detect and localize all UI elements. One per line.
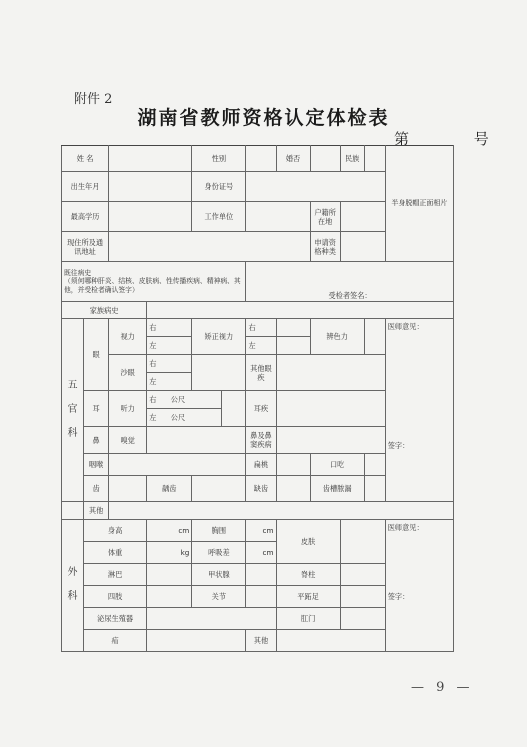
chest-diff-label: 呼吸差 [192, 541, 246, 563]
chest-diff-unit: cm [262, 547, 274, 557]
ethnicity-field[interactable] [364, 146, 385, 172]
height-unit: cm [178, 525, 190, 535]
caries-label: 龋齿 [147, 475, 192, 501]
anus-label: 肛门 [276, 607, 340, 629]
surgery-doctor-label: 医师意见： [387, 522, 424, 532]
thyroid-label: 甲状腺 [192, 563, 246, 585]
hukou-field[interactable] [340, 202, 385, 232]
thyroid-field[interactable] [246, 563, 276, 585]
gender-label: 性别 [192, 146, 246, 172]
eye-label: 眼 [84, 319, 109, 391]
facial-section-label: 五官科 [62, 319, 84, 501]
apply-type-field[interactable] [340, 232, 385, 262]
birth-field[interactable] [109, 172, 192, 202]
weight-field[interactable] [147, 541, 192, 563]
ear-disease-label: 耳疾 [246, 391, 276, 427]
stutter-label: 口吃 [310, 453, 364, 475]
tonsil-field[interactable] [276, 453, 310, 475]
weight-label: 体重 [84, 541, 147, 563]
hukou-label: 户籍所在地 [310, 202, 340, 232]
teeth-label: 齿 [84, 475, 109, 501]
facial-doctor-label: 医师意见： [387, 322, 424, 332]
hearing-spacer [222, 391, 246, 427]
flatfoot-label: 平跖足 [276, 585, 340, 607]
past-history-cell [62, 262, 246, 302]
tonsil-label: 扁桃 [246, 453, 276, 475]
joints-field[interactable] [246, 585, 276, 607]
photo-box[interactable]: 半身脱帽正面相片 [385, 146, 453, 262]
id-label: 身份证号 [192, 172, 246, 202]
corrected-left[interactable]: 左 [246, 337, 276, 355]
trachoma-field[interactable] [192, 355, 246, 391]
chest-field[interactable] [246, 519, 276, 541]
id-field[interactable] [246, 172, 385, 202]
joints-label: 关节 [192, 585, 246, 607]
gender-field[interactable] [246, 146, 276, 172]
surgery-other-field[interactable] [276, 629, 385, 651]
past-history-note: （须何哪种肝炎、结核、皮肤病、性传播疾病、精神病、其他，并受检者确认签字） [64, 277, 241, 294]
vision-label: 视力 [109, 319, 147, 355]
urogenital-field[interactable] [147, 607, 276, 629]
surgery-doctor-cell[interactable] [385, 519, 453, 651]
surgery-section-label: 外科 [62, 519, 84, 651]
other-eye-field[interactable] [276, 355, 385, 391]
facial-other-label: 其他 [84, 501, 109, 519]
past-history-field[interactable] [246, 262, 454, 302]
facial-other-field[interactable] [109, 501, 454, 519]
vision-right[interactable]: 右 [147, 319, 192, 337]
form-title: 湖南省教师资格认定体检表 [137, 107, 390, 129]
weight-unit: kg [180, 547, 190, 557]
chest-diff-field[interactable] [246, 541, 276, 563]
periodontal-field[interactable] [364, 475, 385, 501]
color-vision-label: 辨色力 [310, 319, 364, 355]
spine-label: 脊柱 [276, 563, 340, 585]
family-history-label: 家族病史 [62, 302, 147, 319]
nose-sinus-field[interactable] [276, 427, 385, 453]
past-history-label: 既往病史 [64, 269, 92, 277]
surgery-sign-label: 签字： [387, 591, 410, 601]
skin-field[interactable] [340, 519, 385, 563]
nose-sinus-label: 鼻及鼻窦疾病 [246, 427, 276, 453]
corrected-vision-label: 矫正视力 [192, 319, 246, 355]
facial-sign-label: 签字： [387, 441, 410, 451]
chest-unit: cm [262, 525, 274, 535]
smell-label: 嗅觉 [109, 427, 147, 453]
trachoma-left[interactable]: 左 [147, 373, 192, 391]
examinee-signature-label: 受检者签名： [328, 291, 372, 301]
caries-field[interactable] [192, 475, 246, 501]
lymph-field[interactable] [147, 563, 192, 585]
marital-field[interactable] [310, 146, 340, 172]
skin-label: 皮肤 [276, 519, 340, 563]
missing-label: 缺齿 [246, 475, 276, 501]
work-unit-field[interactable] [246, 202, 310, 232]
missing-field[interactable] [276, 475, 310, 501]
limbs-label: 四肢 [84, 585, 147, 607]
limbs-field[interactable] [147, 585, 192, 607]
lymph-label: 淋巴 [84, 563, 147, 585]
hearing-label: 听力 [109, 391, 147, 427]
apply-type-label: 申请资格种类 [310, 232, 340, 262]
education-field[interactable] [109, 202, 192, 232]
trachoma-right[interactable]: 右 [147, 355, 192, 373]
name-field[interactable] [109, 146, 192, 172]
trachoma-label: 沙眼 [109, 355, 147, 391]
ethnicity-label: 民族 [340, 146, 364, 172]
attachment-label: 附件 2 [74, 92, 113, 107]
chest-label: 胸围 [192, 519, 246, 541]
ear-label: 耳 [84, 391, 109, 427]
address-field[interactable] [109, 232, 310, 262]
family-history-field[interactable] [147, 302, 454, 319]
name-label: 姓 名 [62, 146, 109, 172]
page-number: — 9 — [411, 680, 474, 695]
vision-left[interactable]: 左 [147, 337, 192, 355]
anus-field[interactable] [340, 607, 385, 629]
teeth-field[interactable] [109, 475, 147, 501]
serial-number-label: 第 号 [394, 130, 519, 148]
hernia-field[interactable] [147, 629, 246, 651]
stutter-field[interactable] [364, 453, 385, 475]
health-exam-table [61, 145, 454, 652]
throat-label: 咽喉 [84, 453, 109, 475]
hernia-label: 疝 [84, 629, 147, 651]
hearing-left[interactable]: 左 公尺 [147, 409, 222, 427]
height-label: 身高 [84, 519, 147, 541]
periodontal-label: 齿槽脓漏 [310, 475, 364, 501]
work-unit-label: 工作单位 [192, 202, 246, 232]
hearing-right[interactable]: 右 公尺 [147, 391, 222, 409]
facial-doctor-cell[interactable] [385, 319, 453, 501]
other-eye-label: 其他眼疾 [246, 355, 276, 391]
ear-disease-field[interactable] [276, 391, 385, 427]
smell-field[interactable] [147, 427, 246, 453]
marital-label: 婚否 [276, 146, 310, 172]
education-label: 最高学历 [62, 202, 109, 232]
urogenital-label: 泌尿生殖器 [84, 607, 147, 629]
surgery-other-label: 其他 [246, 629, 276, 651]
color-vision-field[interactable] [364, 319, 385, 355]
throat-field[interactable] [109, 453, 246, 475]
corrected-right[interactable]: 右 [246, 319, 276, 337]
address-label: 现住所及通讯地址 [62, 232, 109, 262]
birth-label: 出生年月 [62, 172, 109, 202]
nose-label: 鼻 [84, 427, 109, 453]
height-field[interactable] [147, 519, 192, 541]
spine-field[interactable] [340, 563, 385, 585]
flatfoot-field[interactable] [340, 585, 385, 607]
